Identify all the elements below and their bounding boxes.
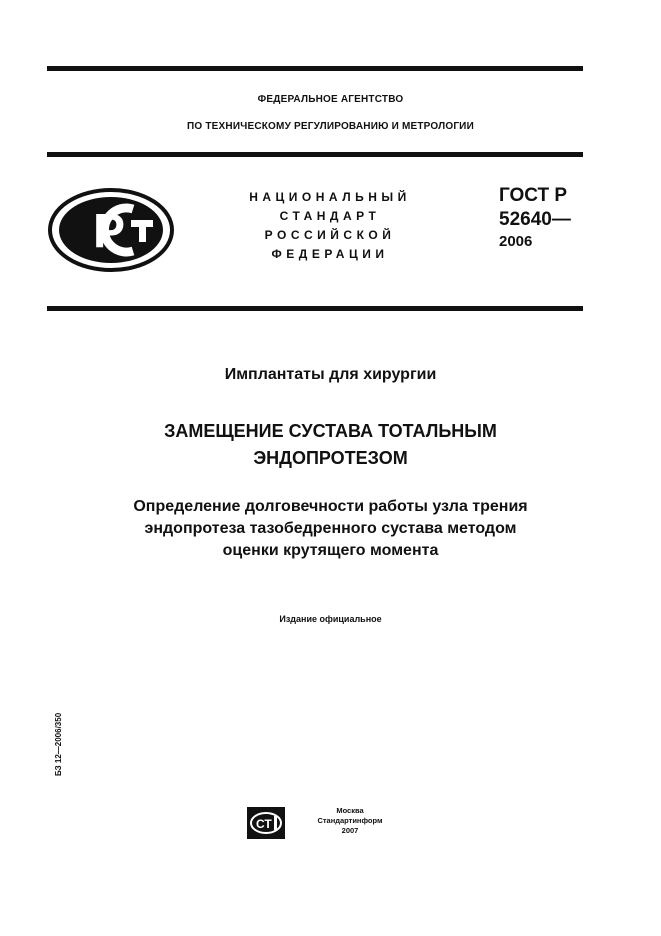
publisher-name: Стандартинформ xyxy=(317,816,383,825)
gost-prefix: ГОСТ Р xyxy=(499,185,568,206)
national-standard-line-2: СТАНДАРТ xyxy=(279,209,381,223)
title-main xyxy=(0,418,661,472)
publisher-year: 2007 xyxy=(341,826,359,835)
title-sub-line-2: эндопротеза тазобедренного сустава методом xyxy=(144,520,517,537)
standard-rule xyxy=(47,306,583,311)
national-standard-line-3: РОССИЙСКОЙ xyxy=(264,228,396,242)
svg-text:P: P xyxy=(93,205,126,258)
gost-year: 2006 xyxy=(499,233,533,250)
header-rule xyxy=(47,152,583,157)
title-sub-line-3: оценки крутящего момента xyxy=(222,542,439,559)
side-code: БЗ 12—2006/350 xyxy=(54,712,63,776)
national-standard-label xyxy=(220,188,440,264)
national-standard-line-1: НАЦИОНАЛЬНЫЙ xyxy=(249,190,411,204)
gost-number: 52640— xyxy=(499,209,571,230)
gost-designation xyxy=(499,186,571,249)
title-sub-line-1: Определение долговечности работы узла трения xyxy=(133,498,528,515)
title-main-line-1: ЗАМЕЩЕНИЕ СУСТАВА ТОТАЛЬНЫМ xyxy=(164,421,497,441)
rst-logo-icon xyxy=(47,187,175,278)
standartinform-logo-icon xyxy=(246,806,286,845)
agency-line-1: ФЕДЕРАЛЬНОЕ АГЕНТСТВО xyxy=(257,94,404,105)
title-group: Имплантаты для хирургии xyxy=(224,366,437,383)
national-standard-line-4: ФЕДЕРАЦИИ xyxy=(271,247,389,261)
svg-text:СТ: СТ xyxy=(256,817,272,831)
publisher-city: Москва xyxy=(336,806,364,815)
top-rule xyxy=(47,66,583,71)
publisher xyxy=(310,806,390,836)
title-main-line-2: ЭНДОПРОТЕЗОМ xyxy=(253,448,408,468)
title-sub xyxy=(0,496,661,562)
agency-line-2: ПО ТЕХНИЧЕСКОМУ РЕГУЛИРОВАНИЮ И МЕТРОЛОГИИ xyxy=(187,121,474,132)
edition-label: Издание официальное xyxy=(279,614,382,624)
